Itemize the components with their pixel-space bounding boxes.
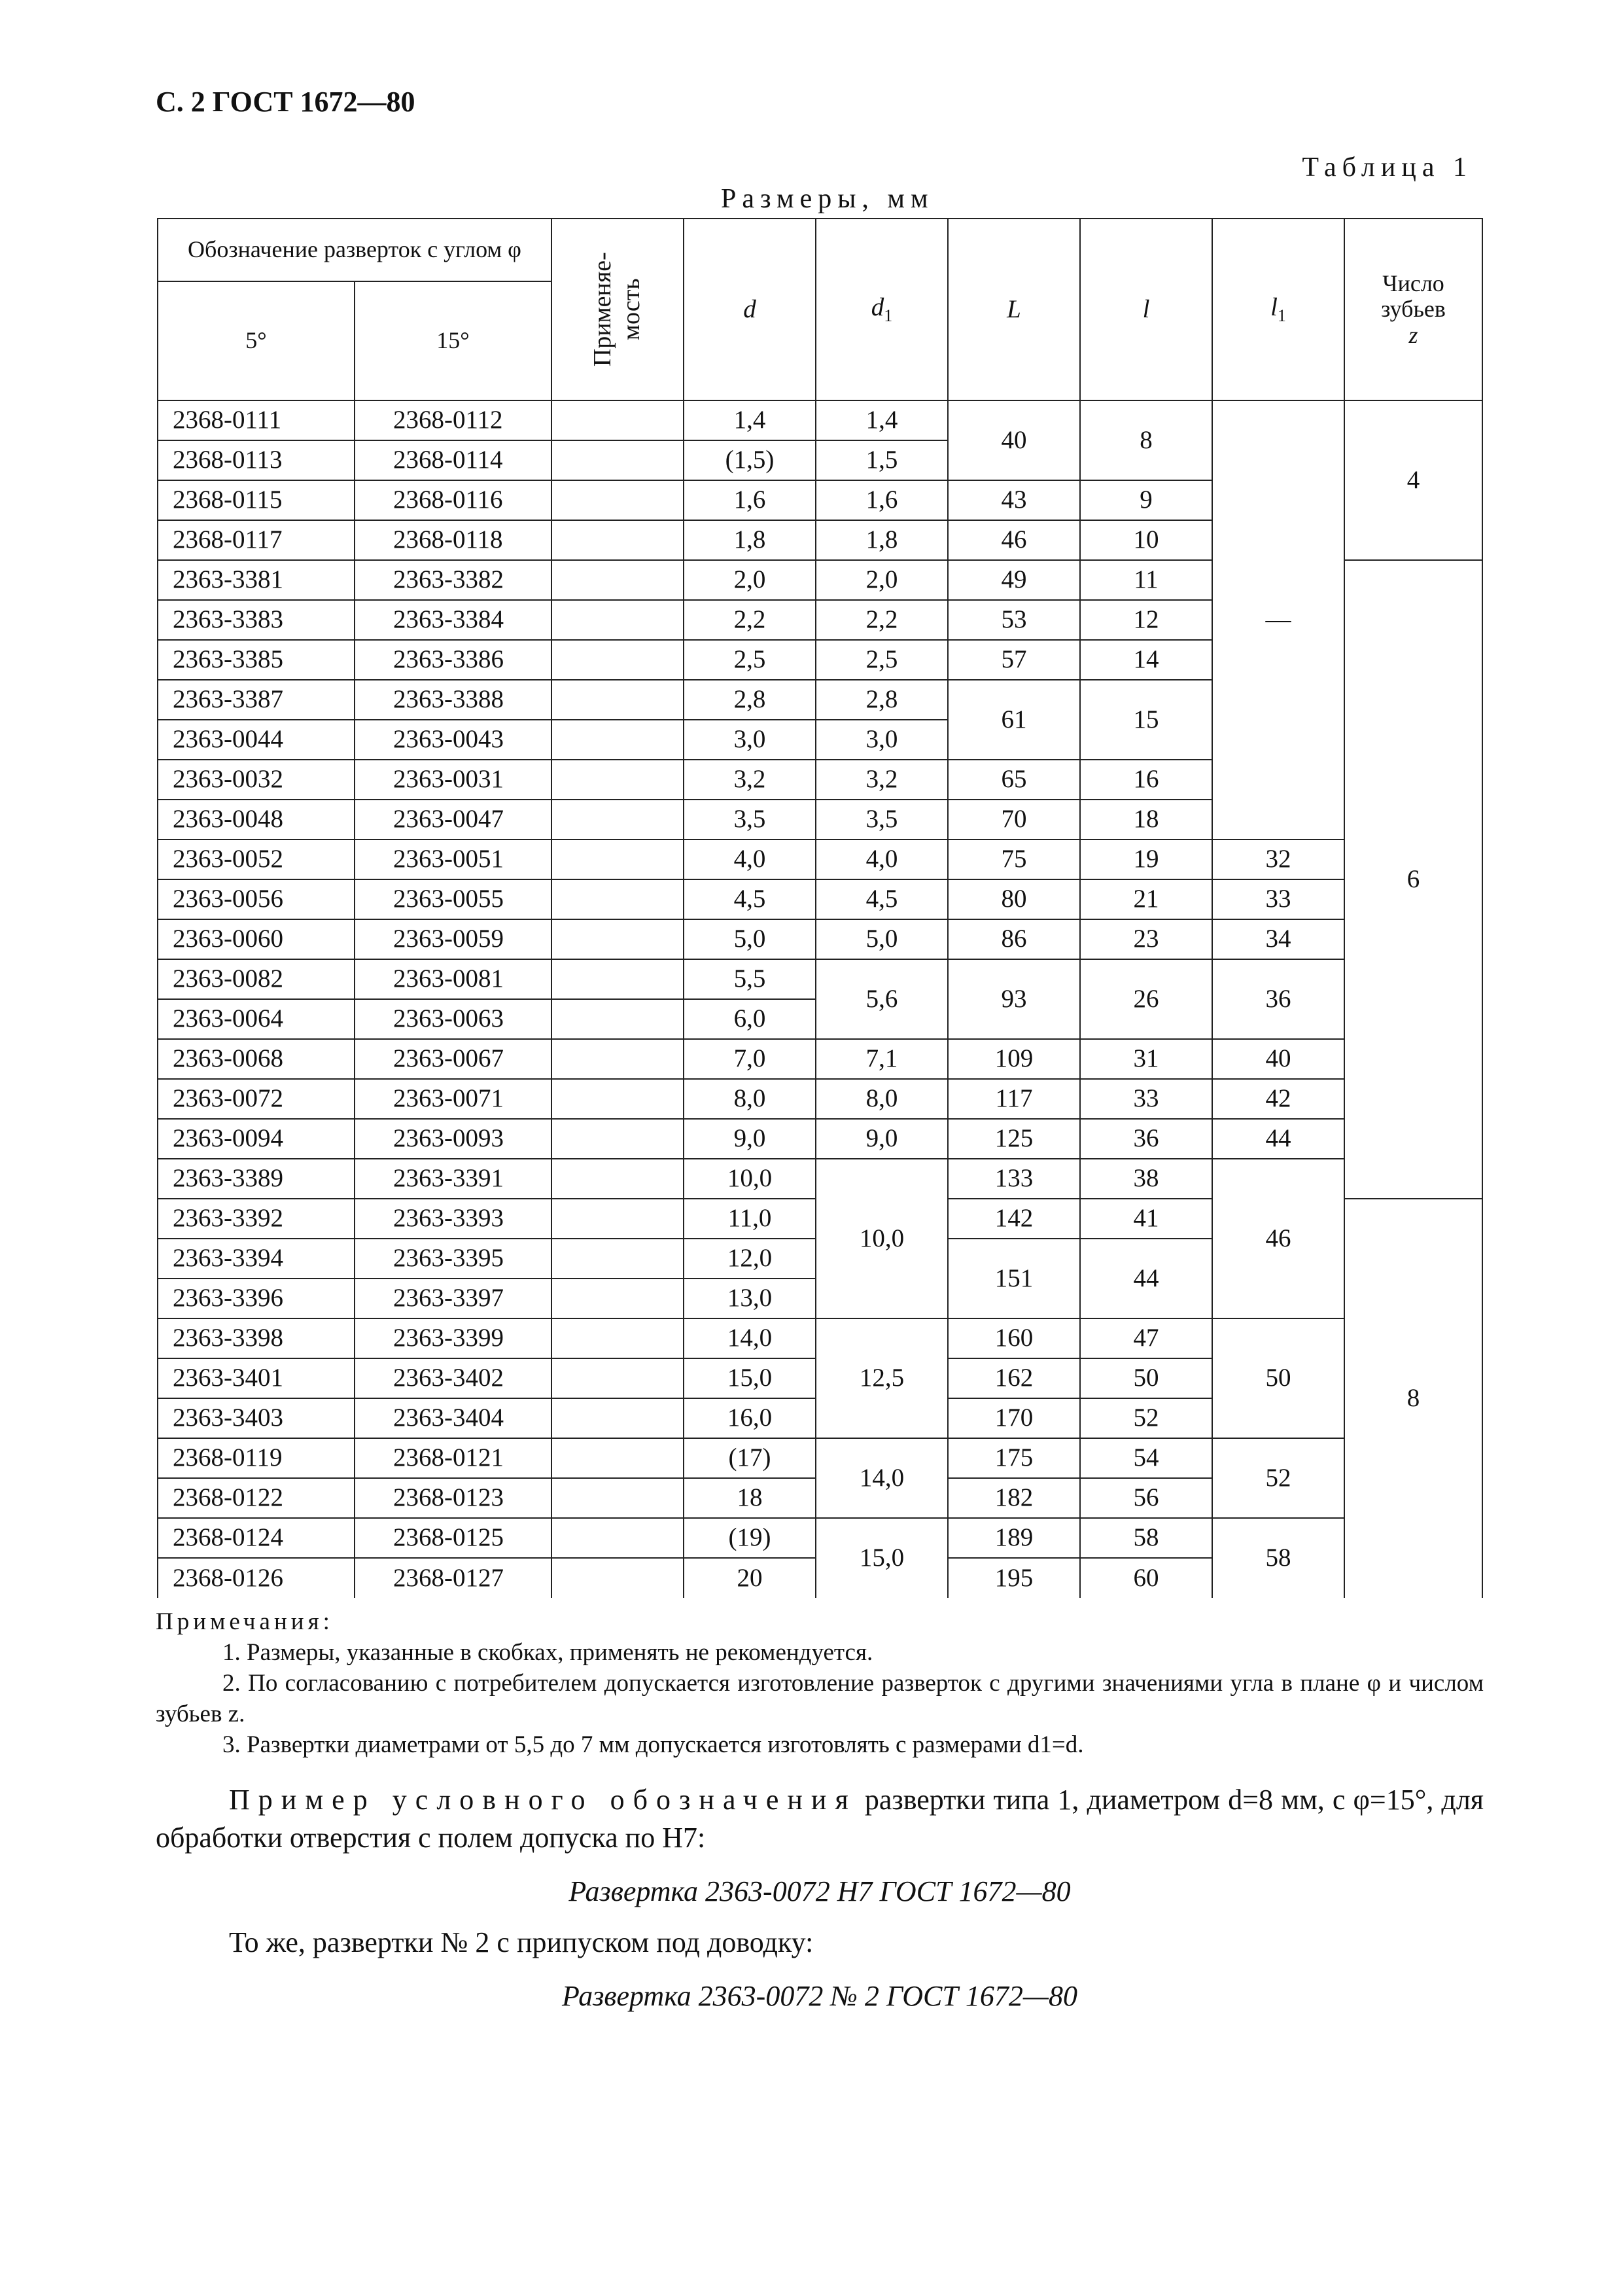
- cell-d1: 10,0: [816, 1159, 948, 1318]
- notes: [156, 1606, 1484, 1760]
- cell-d: 3,2: [684, 760, 816, 800]
- cell-designation-5: 2368-0111: [158, 400, 355, 440]
- cell-l: 15: [1080, 680, 1212, 760]
- cell-designation-15: 2363-0043: [355, 720, 551, 760]
- cell-l1: 52: [1212, 1438, 1344, 1518]
- cell-d1: 12,5: [816, 1318, 948, 1438]
- cell-applicability: [551, 1039, 684, 1079]
- cell-designation-15: 2363-3404: [355, 1398, 551, 1438]
- cell-d: 3,5: [684, 800, 816, 839]
- cell-designation-5: 2363-0052: [158, 839, 355, 879]
- table-body: [158, 400, 1482, 1598]
- note-2: 2. По согласованию с потребителем допускается изготовление разверток с другими значениями угла в плане φ и числом зубьев z.: [156, 1670, 1484, 1727]
- cell-l: 41: [1080, 1199, 1212, 1239]
- cell-d: 13,0: [684, 1279, 816, 1318]
- cell-designation-5: 2363-3385: [158, 640, 355, 680]
- cell-designation-15: 2363-3388: [355, 680, 551, 720]
- cell-d: 8,0: [684, 1079, 816, 1119]
- cell-d1: 7,1: [816, 1039, 948, 1079]
- header-designation: Обозначение разверток с углом φ: [158, 219, 551, 281]
- page-title: С. 2 ГОСТ 1672—80: [156, 86, 415, 118]
- cell-l: 58: [1080, 1518, 1212, 1558]
- header-d: d: [684, 219, 816, 400]
- cell-applicability: [551, 959, 684, 999]
- cell-designation-5: 2363-0082: [158, 959, 355, 999]
- cell-d: 9,0: [684, 1119, 816, 1159]
- cell-d1: 4,0: [816, 839, 948, 879]
- cell-d: 7,0: [684, 1039, 816, 1079]
- cell-designation-5: 2363-3401: [158, 1358, 355, 1398]
- cell-designation-15: 2368-0121: [355, 1438, 551, 1478]
- dimensions-table: [157, 218, 1483, 1598]
- cell-applicability: [551, 1478, 684, 1518]
- cell-designation-5: 2363-3394: [158, 1239, 355, 1279]
- cell-d: 2,0: [684, 560, 816, 600]
- cell-l: 14: [1080, 640, 1212, 680]
- cell-d1: 8,0: [816, 1079, 948, 1119]
- table-label: Таблица 1: [1302, 152, 1473, 183]
- cell-d1: 3,2: [816, 760, 948, 800]
- cell-L: 109: [948, 1039, 1080, 1079]
- cell-designation-15: 2368-0118: [355, 520, 551, 560]
- cell-l: 56: [1080, 1478, 1212, 1518]
- cell-applicability: [551, 1159, 684, 1199]
- cell-applicability: [551, 680, 684, 720]
- cell-l: 54: [1080, 1438, 1212, 1478]
- table-row: [158, 1159, 1482, 1199]
- cell-applicability: [551, 720, 684, 760]
- cell-designation-5: 2363-0064: [158, 999, 355, 1039]
- cell-applicability: [551, 1358, 684, 1398]
- cell-designation-15: 2363-0081: [355, 959, 551, 999]
- cell-applicability: [551, 400, 684, 440]
- notes-title: Примечания:: [156, 1608, 334, 1635]
- cell-d: 10,0: [684, 1159, 816, 1199]
- cell-designation-5: 2363-3403: [158, 1398, 355, 1438]
- example-section: [156, 1781, 1484, 2015]
- cell-applicability: [551, 1239, 684, 1279]
- header-angle-5: 5°: [158, 281, 355, 400]
- cell-designation-15: 2368-0125: [355, 1518, 551, 1558]
- cell-d1: 3,0: [816, 720, 948, 760]
- cell-d: 2,5: [684, 640, 816, 680]
- cell-applicability: [551, 600, 684, 640]
- cell-d1: 1,5: [816, 440, 948, 480]
- cell-applicability: [551, 919, 684, 959]
- cell-designation-5: 2363-0044: [158, 720, 355, 760]
- example-text: развертки типа 1, диаметром d=8 мм, с φ=15°, для обработки отверстия с полем допуска по Н7:: [156, 1784, 1484, 1854]
- cell-d: 2,2: [684, 600, 816, 640]
- cell-d: 1,8: [684, 520, 816, 560]
- cell-designation-5: 2368-0119: [158, 1438, 355, 1478]
- cell-d: 6,0: [684, 999, 816, 1039]
- cell-d: 4,5: [684, 879, 816, 919]
- cell-l1: 40: [1212, 1039, 1344, 1079]
- table-row: [158, 959, 1482, 999]
- cell-d: 1,6: [684, 480, 816, 520]
- cell-d: (19): [684, 1518, 816, 1558]
- header-angle-15: 15°: [355, 281, 551, 400]
- cell-d1: 5,0: [816, 919, 948, 959]
- cell-l: 50: [1080, 1358, 1212, 1398]
- cell-l1: 33: [1212, 879, 1344, 919]
- table-row: [158, 1119, 1482, 1159]
- cell-L: 86: [948, 919, 1080, 959]
- table-row: [158, 1039, 1482, 1079]
- cell-applicability: [551, 999, 684, 1039]
- header-l1: $l_1$: [1212, 219, 1344, 400]
- cell-d: 1,4: [684, 400, 816, 440]
- cell-designation-5: 2368-0126: [158, 1558, 355, 1598]
- cell-d: 5,5: [684, 959, 816, 999]
- cell-L: 46: [948, 520, 1080, 560]
- cell-d: 4,0: [684, 839, 816, 879]
- cell-d: 15,0: [684, 1358, 816, 1398]
- cell-designation-5: 2368-0122: [158, 1478, 355, 1518]
- cell-L: 162: [948, 1358, 1080, 1398]
- cell-L: 133: [948, 1159, 1080, 1199]
- cell-applicability: [551, 839, 684, 879]
- cell-designation-15: 2368-0114: [355, 440, 551, 480]
- cell-L: 93: [948, 959, 1080, 1039]
- cell-designation-15: 2363-0063: [355, 999, 551, 1039]
- cell-d1: 1,4: [816, 400, 948, 440]
- cell-L: 40: [948, 400, 1080, 480]
- cell-L: 189: [948, 1518, 1080, 1558]
- cell-l: 21: [1080, 879, 1212, 919]
- cell-l1: 36: [1212, 959, 1344, 1039]
- cell-L: 57: [948, 640, 1080, 680]
- cell-designation-5: 2363-0068: [158, 1039, 355, 1079]
- cell-designation-5: 2363-3383: [158, 600, 355, 640]
- cell-l: 10: [1080, 520, 1212, 560]
- cell-designation-5: 2363-0072: [158, 1079, 355, 1119]
- cell-applicability: [551, 1518, 684, 1558]
- cell-designation-15: 2363-0059: [355, 919, 551, 959]
- cell-designation-15: 2363-0055: [355, 879, 551, 919]
- cell-d: 14,0: [684, 1318, 816, 1358]
- cell-designation-15: 2363-0031: [355, 760, 551, 800]
- cell-designation-5: 2363-3398: [158, 1318, 355, 1358]
- cell-L: 195: [948, 1558, 1080, 1598]
- header-teeth: Число зубьев z: [1344, 219, 1482, 400]
- cell-d: 12,0: [684, 1239, 816, 1279]
- cell-l: 31: [1080, 1039, 1212, 1079]
- cell-l: 38: [1080, 1159, 1212, 1199]
- cell-L: 65: [948, 760, 1080, 800]
- table-row: [158, 879, 1482, 919]
- cell-designation-5: 2368-0117: [158, 520, 355, 560]
- cell-L: 49: [948, 560, 1080, 600]
- cell-designation-15: 2368-0123: [355, 1478, 551, 1518]
- cell-designation-5: 2363-0060: [158, 919, 355, 959]
- cell-l: 9: [1080, 480, 1212, 520]
- cell-d1: 3,5: [816, 800, 948, 839]
- cell-applicability: [551, 1438, 684, 1478]
- cell-designation-15: 2368-0116: [355, 480, 551, 520]
- cell-d1: 2,8: [816, 680, 948, 720]
- cell-L: 125: [948, 1119, 1080, 1159]
- cell-designation-5: 2363-3381: [158, 560, 355, 600]
- cell-L: 80: [948, 879, 1080, 919]
- cell-d1: 14,0: [816, 1438, 948, 1518]
- cell-applicability: [551, 1079, 684, 1119]
- cell-teeth: 8: [1344, 1199, 1482, 1598]
- table-row: [158, 1518, 1482, 1558]
- cell-designation-15: 2368-0112: [355, 400, 551, 440]
- cell-d: 16,0: [684, 1398, 816, 1438]
- example-code-2: Развертка 2363-0072 № 2 ГОСТ 1672—80: [562, 1980, 1077, 2012]
- cell-L: 160: [948, 1318, 1080, 1358]
- cell-designation-5: 2363-0048: [158, 800, 355, 839]
- table-row: [158, 839, 1482, 879]
- cell-applicability: [551, 800, 684, 839]
- cell-l1: 50: [1212, 1318, 1344, 1438]
- cell-designation-5: 2368-0113: [158, 440, 355, 480]
- header-applicability: [551, 219, 684, 400]
- cell-designation-5: 2363-0032: [158, 760, 355, 800]
- cell-designation-15: 2363-0047: [355, 800, 551, 839]
- cell-designation-15: 2368-0127: [355, 1558, 551, 1598]
- cell-l: 44: [1080, 1239, 1212, 1318]
- cell-l: 47: [1080, 1318, 1212, 1358]
- cell-l1: 46: [1212, 1159, 1344, 1318]
- header-L: L: [948, 219, 1080, 400]
- cell-applicability: [551, 640, 684, 680]
- cell-l1: —: [1212, 400, 1344, 839]
- cell-l: 12: [1080, 600, 1212, 640]
- cell-designation-15: 2363-3402: [355, 1358, 551, 1398]
- header-l: l: [1080, 219, 1212, 400]
- cell-l1: 42: [1212, 1079, 1344, 1119]
- cell-l1: 34: [1212, 919, 1344, 959]
- cell-d1: 4,5: [816, 879, 948, 919]
- cell-l: 60: [1080, 1558, 1212, 1598]
- cell-applicability: [551, 520, 684, 560]
- cell-applicability: [551, 879, 684, 919]
- example-code-1: Развертка 2363-0072 Н7 ГОСТ 1672—80: [568, 1875, 1071, 1907]
- cell-l1: 32: [1212, 839, 1344, 879]
- table-row: [158, 919, 1482, 959]
- cell-applicability: [551, 440, 684, 480]
- cell-d: 11,0: [684, 1199, 816, 1239]
- cell-d: 18: [684, 1478, 816, 1518]
- cell-L: 175: [948, 1438, 1080, 1478]
- table-row: [158, 400, 1482, 440]
- header-d1: $d_1$: [816, 219, 948, 400]
- table-row: [158, 1079, 1482, 1119]
- cell-teeth: 6: [1344, 560, 1482, 1199]
- cell-designation-15: 2363-3386: [355, 640, 551, 680]
- cell-designation-15: 2363-3391: [355, 1159, 551, 1199]
- cell-designation-5: 2363-0094: [158, 1119, 355, 1159]
- cell-applicability: [551, 1318, 684, 1358]
- cell-l: 18: [1080, 800, 1212, 839]
- cell-d1: 15,0: [816, 1518, 948, 1598]
- cell-L: 182: [948, 1478, 1080, 1518]
- cell-designation-15: 2363-0071: [355, 1079, 551, 1119]
- cell-d: 3,0: [684, 720, 816, 760]
- cell-designation-15: 2363-3397: [355, 1279, 551, 1318]
- cell-L: 43: [948, 480, 1080, 520]
- cell-L: 61: [948, 680, 1080, 760]
- cell-designation-15: 2363-0051: [355, 839, 551, 879]
- cell-l: 16: [1080, 760, 1212, 800]
- cell-designation-5: 2368-0124: [158, 1518, 355, 1558]
- cell-l: 8: [1080, 400, 1212, 480]
- cell-applicability: [551, 1119, 684, 1159]
- cell-l: 52: [1080, 1398, 1212, 1438]
- cell-applicability: [551, 1279, 684, 1318]
- cell-designation-15: 2363-0093: [355, 1119, 551, 1159]
- example-heading: Пример условного обозначения: [229, 1784, 857, 1816]
- cell-d1: 9,0: [816, 1119, 948, 1159]
- table-row: [158, 1318, 1482, 1358]
- cell-d: 2,8: [684, 680, 816, 720]
- cell-d: 20: [684, 1558, 816, 1598]
- note-1: 1. Размеры, указанные в скобках, применять не рекомендуется.: [222, 1639, 873, 1666]
- cell-applicability: [551, 480, 684, 520]
- cell-applicability: [551, 1398, 684, 1438]
- cell-L: 75: [948, 839, 1080, 879]
- cell-designation-15: 2363-0067: [355, 1039, 551, 1079]
- cell-applicability: [551, 760, 684, 800]
- cell-designation-15: 2363-3399: [355, 1318, 551, 1358]
- cell-designation-15: 2363-3393: [355, 1199, 551, 1239]
- cell-designation-15: 2363-3384: [355, 600, 551, 640]
- cell-d1: 2,5: [816, 640, 948, 680]
- cell-l: 33: [1080, 1079, 1212, 1119]
- cell-designation-5: 2363-3389: [158, 1159, 355, 1199]
- cell-applicability: [551, 1558, 684, 1598]
- cell-designation-5: 2368-0115: [158, 480, 355, 520]
- cell-l: 11: [1080, 560, 1212, 600]
- cell-L: 170: [948, 1398, 1080, 1438]
- cell-L: 53: [948, 600, 1080, 640]
- cell-L: 142: [948, 1199, 1080, 1239]
- cell-applicability: [551, 1199, 684, 1239]
- cell-designation-15: 2363-3382: [355, 560, 551, 600]
- cell-designation-5: 2363-3392: [158, 1199, 355, 1239]
- note-3: 3. Развертки диаметрами от 5,5 до 7 мм допускается изготовлять с размерами d1=d.: [222, 1731, 1084, 1758]
- cell-designation-15: 2363-3395: [355, 1239, 551, 1279]
- sizes-label: Размеры, мм: [721, 184, 934, 214]
- cell-d: 5,0: [684, 919, 816, 959]
- applicability-text: Применяе- мость: [589, 252, 645, 367]
- cell-teeth: 4: [1344, 400, 1482, 560]
- cell-l: 19: [1080, 839, 1212, 879]
- example-same: То же, развертки № 2 с припуском под доводку:: [229, 1926, 814, 1958]
- cell-L: 151: [948, 1239, 1080, 1318]
- table-row: [158, 1438, 1482, 1478]
- cell-designation-5: 2363-3387: [158, 680, 355, 720]
- cell-d1: 5,6: [816, 959, 948, 1039]
- cell-L: 70: [948, 800, 1080, 839]
- cell-applicability: [551, 560, 684, 600]
- cell-d: (17): [684, 1438, 816, 1478]
- cell-d1: 1,8: [816, 520, 948, 560]
- cell-l1: 44: [1212, 1119, 1344, 1159]
- cell-l: 23: [1080, 919, 1212, 959]
- cell-d1: 1,6: [816, 480, 948, 520]
- cell-designation-5: 2363-3396: [158, 1279, 355, 1318]
- cell-L: 117: [948, 1079, 1080, 1119]
- cell-l: 36: [1080, 1119, 1212, 1159]
- cell-l1: 58: [1212, 1518, 1344, 1598]
- cell-d1: 2,0: [816, 560, 948, 600]
- cell-designation-5: 2363-0056: [158, 879, 355, 919]
- cell-d1: 2,2: [816, 600, 948, 640]
- cell-d: (1,5): [684, 440, 816, 480]
- cell-l: 26: [1080, 959, 1212, 1039]
